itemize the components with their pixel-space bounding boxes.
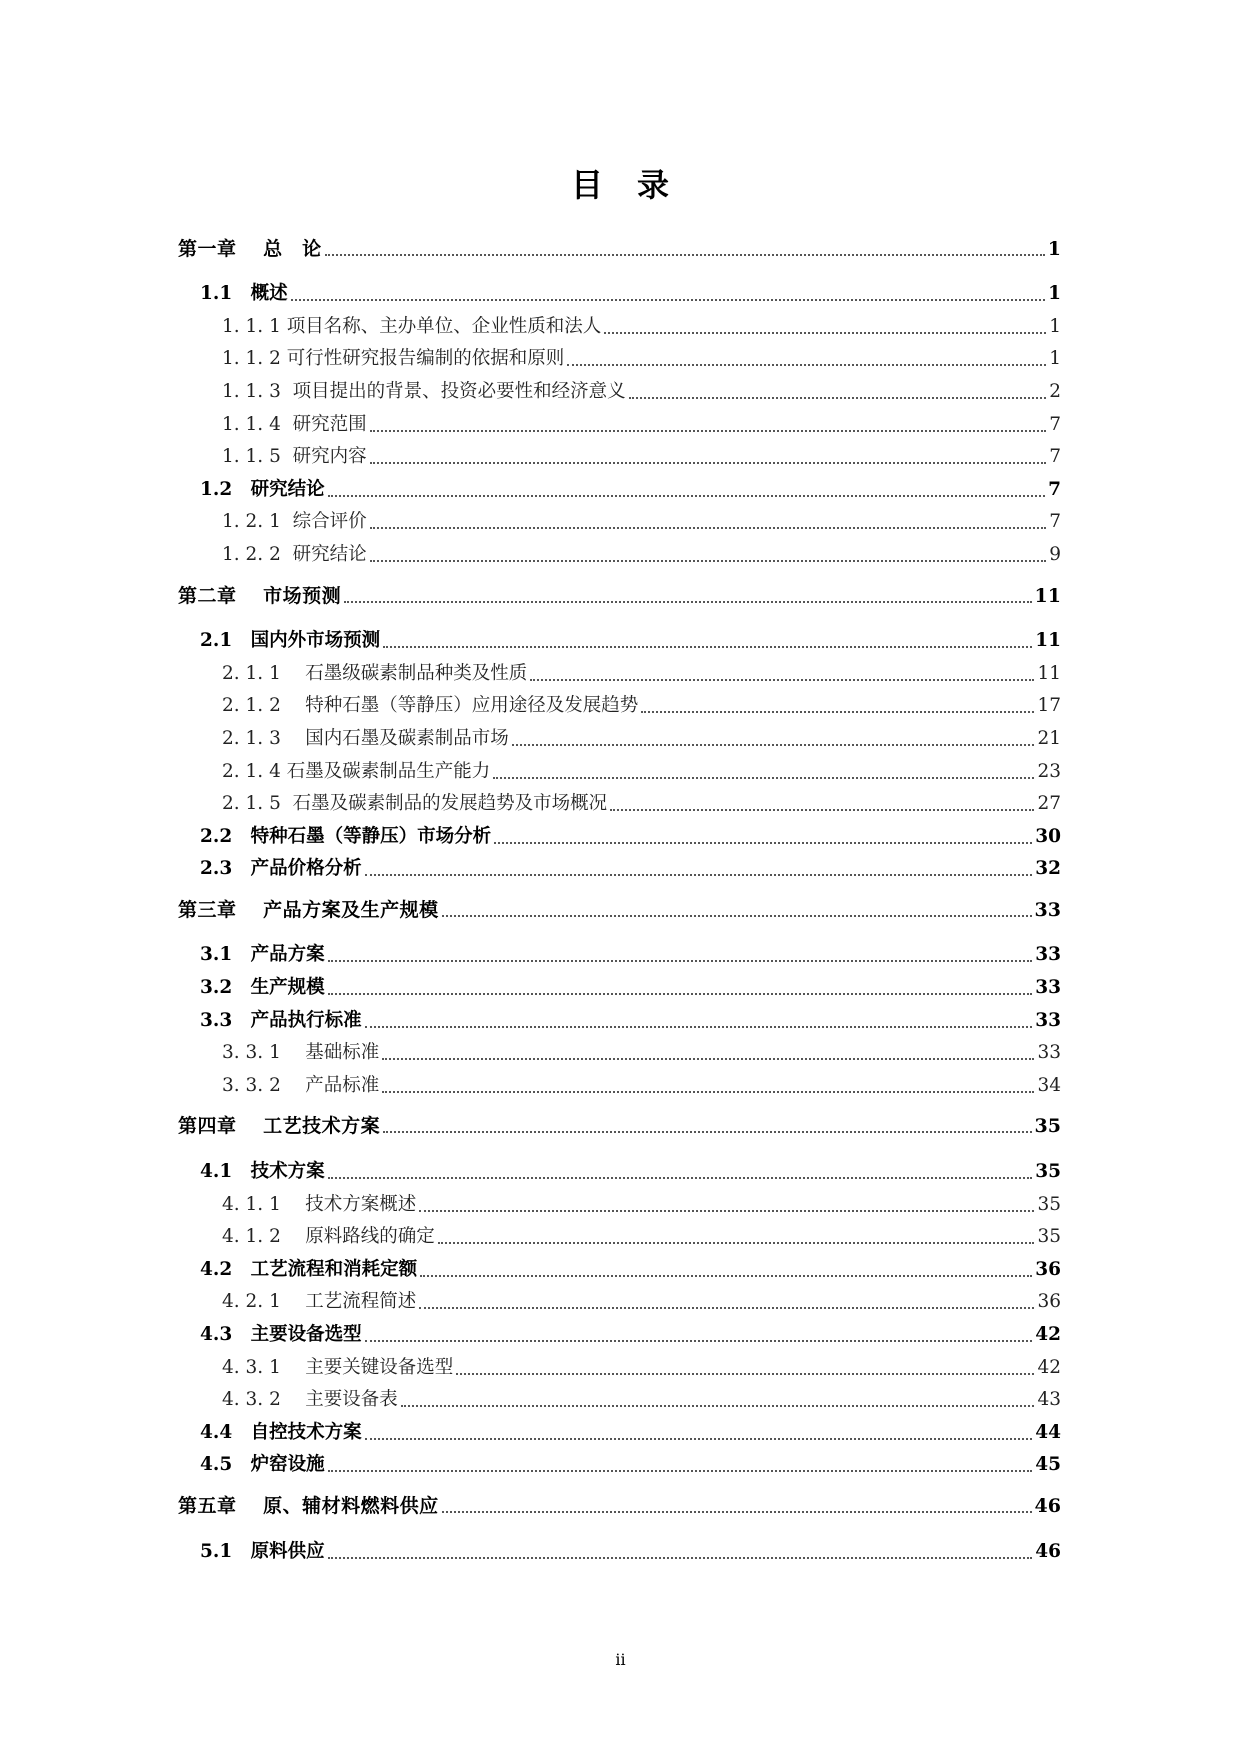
toc-dot-leader	[641, 703, 1034, 713]
toc-entry-label: 1. 1. 4 研究范围	[222, 413, 367, 435]
toc-dot-leader	[456, 1365, 1034, 1375]
toc-entry-label: 1. 2. 1 综合评价	[222, 511, 367, 533]
toc-subsection-entry[interactable]	[178, 306, 1061, 339]
toc-subsection-entry[interactable]	[178, 1282, 1061, 1315]
toc-dot-leader	[370, 422, 1047, 432]
page-number: ii	[615, 1650, 626, 1669]
toc-section-entry[interactable]	[178, 935, 1061, 968]
toc-chapter-entry[interactable]	[178, 575, 1061, 608]
toc-entry-label: 3.3 产品执行标准	[200, 1009, 362, 1031]
toc-entry-label: 第五章 原、辅材料燃料供应	[178, 1494, 439, 1517]
toc-section-entry[interactable]	[178, 1314, 1061, 1347]
toc-entry-label: 2.2 特种石墨（等静压）市场分析	[200, 825, 492, 847]
toc-subsection-entry[interactable]	[178, 534, 1061, 567]
toc-entry-page: 1	[1049, 348, 1061, 370]
toc-chapter-entry[interactable]	[178, 1106, 1061, 1139]
toc-entry-page: 36	[1035, 1258, 1061, 1280]
toc-entry-page: 1	[1048, 283, 1061, 305]
toc-dot-leader	[291, 291, 1045, 301]
toc-subsection-entry[interactable]	[178, 1347, 1061, 1380]
toc-entry-label: 第四章 工艺技术方案	[178, 1115, 381, 1138]
toc-dot-leader	[328, 1169, 1033, 1179]
toc-dot-leader	[383, 1123, 1031, 1133]
toc-dot-leader	[420, 1267, 1032, 1277]
toc-dot-leader	[325, 246, 1045, 256]
toc-dot-leader	[604, 324, 1046, 334]
toc-dot-leader	[419, 1299, 1034, 1309]
toc-subsection-entry[interactable]	[178, 502, 1061, 535]
toc-entry-page: 32	[1035, 858, 1061, 880]
toc-entry-label: 第二章 市场预测	[178, 584, 342, 607]
toc-entry-label: 1. 1. 5 研究内容	[222, 446, 367, 468]
toc-dot-leader	[365, 1332, 1033, 1342]
toc-entry-page: 33	[1035, 944, 1061, 966]
toc-dot-leader	[629, 389, 1047, 399]
toc-entry-label: 5.1 原料供应	[200, 1540, 325, 1562]
toc-section-entry[interactable]	[178, 1151, 1061, 1184]
toc-entry-label: 1. 2. 2 研究结论	[222, 543, 367, 565]
toc-entry-label: 3.2 生产规模	[200, 977, 325, 999]
toc-dot-leader	[370, 552, 1047, 562]
toc-entry-label: 2.3 产品价格分析	[200, 858, 362, 880]
toc-entry-page: 35	[1037, 1226, 1061, 1248]
toc-entry-page: 44	[1035, 1421, 1061, 1443]
toc-entry-page: 35	[1034, 1115, 1061, 1138]
toc-dot-leader	[328, 1549, 1033, 1559]
toc-subsection-entry[interactable]	[178, 1217, 1061, 1250]
toc-entry-label: 2. 1. 3 国内石墨及碳素制品市场	[222, 727, 509, 749]
toc-entry-page: 1	[1047, 237, 1061, 260]
toc-entry-label: 4.4 自控技术方案	[200, 1421, 362, 1443]
toc-dot-leader	[383, 638, 1032, 648]
toc-dot-leader	[493, 769, 1034, 779]
toc-entry-page: 11	[1037, 662, 1061, 684]
toc-dot-leader	[442, 1503, 1032, 1513]
toc-dot-leader	[567, 356, 1046, 366]
toc-entry-page: 11	[1035, 630, 1061, 652]
toc-entry-page: 2	[1049, 380, 1061, 402]
toc-dot-leader	[438, 1234, 1035, 1244]
toc-entry-label: 2. 1. 4 石墨及碳素制品生产能力	[222, 760, 491, 782]
toc-entry-page: 35	[1037, 1193, 1061, 1215]
toc-entry-label: 4.5 炉窑设施	[200, 1454, 325, 1476]
toc-dot-leader	[494, 834, 1032, 844]
toc-entry-label: 4. 1. 1 技术方案概述	[222, 1193, 417, 1215]
toc-entry-page: 11	[1034, 584, 1061, 607]
toc-dot-leader	[530, 671, 1034, 681]
toc-chapter-entry[interactable]	[178, 228, 1061, 261]
toc-entry-label: 4. 3. 1 主要关键设备选型	[222, 1356, 454, 1378]
toc-subsection-entry[interactable]	[178, 437, 1061, 470]
toc-subsection-entry[interactable]	[178, 1065, 1061, 1098]
toc-entry-label: 3. 3. 1 基础标准	[222, 1042, 380, 1064]
toc-entry-label: 4.2 工艺流程和消耗定额	[200, 1258, 418, 1280]
toc-entry-label: 4. 2. 1 工艺流程简述	[222, 1291, 417, 1313]
toc-entry-page: 27	[1037, 793, 1061, 815]
toc-dot-leader	[328, 952, 1033, 962]
toc-entry-page: 42	[1037, 1356, 1061, 1378]
toc-entry-page: 36	[1037, 1291, 1061, 1313]
toc-entry-label: 4.1 技术方案	[200, 1161, 325, 1183]
toc-entry-label: 1.2 研究结论	[200, 478, 325, 500]
toc-subsection-entry[interactable]	[178, 653, 1061, 686]
toc-section-entry[interactable]	[178, 967, 1061, 1000]
toc-entry-page: 7	[1048, 478, 1061, 500]
toc-entry-label: 4.3 主要设备选型	[200, 1324, 362, 1345]
toc-chapter-entry[interactable]	[178, 889, 1061, 922]
toc-dot-leader	[344, 593, 1031, 603]
table-of-contents	[178, 228, 1061, 1564]
toc-section-entry[interactable]	[178, 849, 1061, 882]
toc-entry-page: 33	[1035, 1009, 1061, 1031]
toc-entry-page: 46	[1035, 1540, 1061, 1562]
toc-subsection-entry[interactable]	[178, 718, 1061, 751]
toc-section-entry[interactable]	[178, 469, 1061, 502]
toc-entry-page: 7	[1049, 413, 1061, 435]
toc-section-entry[interactable]	[178, 1445, 1061, 1478]
toc-entry-page: 46	[1034, 1494, 1061, 1517]
toc-section-entry[interactable]	[178, 1000, 1061, 1033]
toc-entry-label: 第三章 产品方案及生产规模	[178, 898, 439, 921]
toc-entry-page: 42	[1035, 1324, 1061, 1345]
toc-subsection-entry[interactable]	[178, 751, 1061, 784]
toc-entry-label: 2. 1. 5 石墨及碳素制品的发展趋势及市场概况	[222, 793, 608, 815]
toc-entry-label: 2. 1. 2 特种石墨（等静压）应用途径及发展趋势	[222, 695, 639, 717]
toc-entry-page: 33	[1034, 898, 1061, 921]
toc-entry-page: 33	[1035, 977, 1061, 999]
toc-entry-label: 1. 1. 2 可行性研究报告编制的依据和原则	[222, 348, 565, 370]
toc-dot-leader	[328, 1462, 1033, 1472]
toc-dot-leader	[365, 1430, 1033, 1440]
toc-entry-page: 7	[1049, 446, 1061, 468]
toc-section-entry[interactable]	[178, 1412, 1061, 1445]
toc-dot-leader	[365, 866, 1033, 876]
toc-entry-page: 7	[1049, 511, 1061, 533]
toc-dot-leader	[512, 736, 1035, 746]
toc-entry-label: 2. 1. 1 石墨级碳素制品种类及性质	[222, 662, 528, 684]
toc-dot-leader	[382, 1050, 1034, 1060]
toc-entry-label: 3. 3. 2 产品标准	[222, 1074, 380, 1096]
toc-subsection-entry[interactable]	[178, 1380, 1061, 1413]
toc-subsection-entry[interactable]	[178, 1033, 1061, 1066]
toc-dot-leader	[370, 519, 1047, 529]
toc-entry-page: 23	[1037, 760, 1061, 782]
toc-entry-label: 1. 1. 3 项目提出的背景、投资必要性和经济意义	[222, 380, 626, 402]
toc-dot-leader	[328, 985, 1033, 995]
toc-entry-page: 43	[1037, 1389, 1061, 1411]
toc-entry-page: 30	[1035, 825, 1061, 847]
toc-entry-label: 3.1 产品方案	[200, 944, 325, 966]
toc-dot-leader	[370, 454, 1047, 464]
toc-entry-label: 1. 1. 1 项目名称、主办单位、企业性质和法人	[222, 315, 602, 337]
toc-entry-page: 35	[1035, 1161, 1061, 1183]
toc-subsection-entry[interactable]	[178, 371, 1061, 404]
toc-subsection-entry[interactable]	[178, 784, 1061, 817]
toc-subsection-entry[interactable]	[178, 339, 1061, 372]
toc-entry-label: 2.1 国内外市场预测	[200, 630, 381, 652]
toc-entry-page: 1	[1049, 315, 1061, 337]
toc-entry-page: 33	[1037, 1042, 1061, 1064]
toc-entry-label: 1.1 概述	[200, 283, 288, 305]
toc-entry-label: 4. 3. 2 主要设备表	[222, 1389, 398, 1411]
toc-entry-page: 45	[1035, 1454, 1061, 1476]
toc-section-entry[interactable]	[178, 274, 1061, 307]
toc-subsection-entry[interactable]	[178, 686, 1061, 719]
toc-entry-label: 4. 1. 2 原料路线的确定	[222, 1226, 435, 1248]
toc-dot-leader	[442, 907, 1032, 917]
toc-section-entry[interactable]	[178, 1531, 1061, 1564]
page-title: 目 录	[570, 166, 670, 204]
toc-entry-page: 9	[1049, 543, 1061, 565]
toc-section-entry[interactable]	[178, 621, 1061, 654]
toc-chapter-entry[interactable]	[178, 1485, 1061, 1518]
toc-dot-leader	[401, 1397, 1035, 1407]
toc-entry-page: 21	[1037, 727, 1061, 749]
toc-dot-leader	[365, 1018, 1033, 1028]
toc-subsection-entry[interactable]	[178, 1184, 1061, 1217]
toc-section-entry[interactable]	[178, 1249, 1061, 1282]
toc-dot-leader	[610, 801, 1034, 811]
toc-entry-page: 17	[1037, 695, 1061, 717]
toc-dot-leader	[382, 1083, 1034, 1093]
toc-entry-page: 34	[1037, 1074, 1061, 1096]
toc-entry-label: 第一章 总 论	[178, 237, 322, 260]
toc-subsection-entry[interactable]	[178, 404, 1061, 437]
toc-section-entry[interactable]	[178, 816, 1061, 849]
toc-dot-leader	[328, 487, 1045, 497]
toc-dot-leader	[419, 1202, 1034, 1212]
